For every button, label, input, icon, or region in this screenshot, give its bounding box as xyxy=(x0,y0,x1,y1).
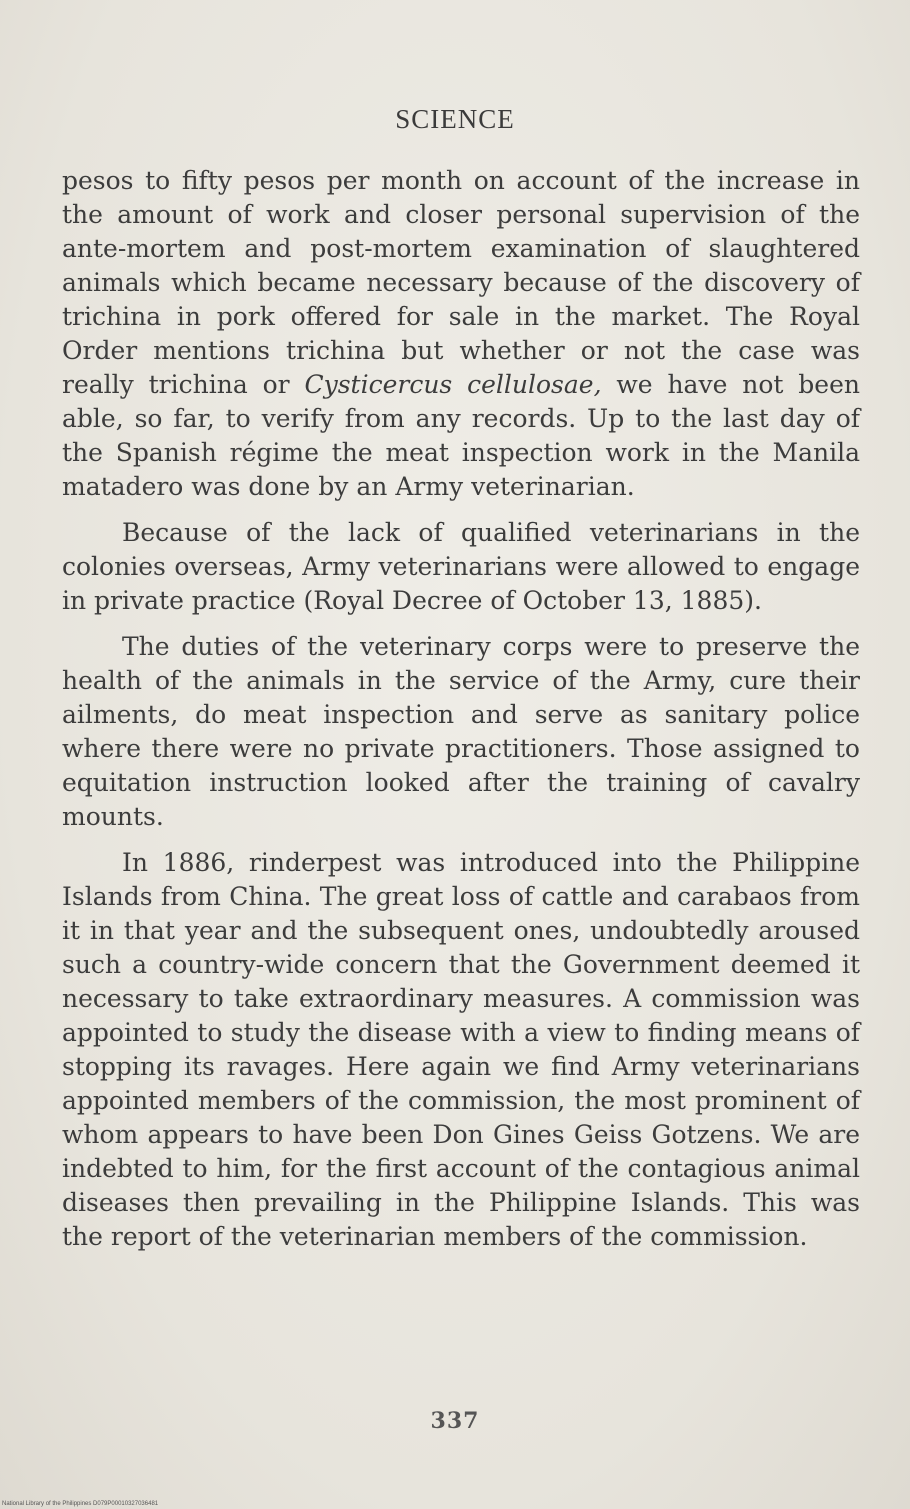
body-text xyxy=(62,164,860,1254)
page-number: 337 xyxy=(430,1408,480,1434)
source-note: National Library of the Philippines D079P00010327036481 xyxy=(2,1501,159,1507)
paragraph-4: In 1886, rinderpest was introduced into the Philippine Islands from China. The great loss of cattle and carabaos from it in that year and the subsequent ones, undoubtedly aroused such a country-wide concern that the Government deemed it necessary to take extraordinary measures. A commission was appointed to study the disease with a view to finding means of stopping its ravages. Here again we find Army veterinarians appointed members of the commission, the most prominent of whom appears to have been Don Gines Geiss Gotzens. We are indebted to him, for the first account of the contagious animal diseases then prevailing in the Philippine Islands. This was the report of the veterinarian members of the commission. xyxy=(62,848,860,1251)
paragraph-3: The duties of the veterinary corps were to preserve the health of the animals in the service of the Army, cure their ailments, do meat inspection and serve as sanitary police where there were no private practitioners. Those assigned to equitation instruction looked after the training of cavalry mounts. xyxy=(62,632,860,831)
paragraph-1 xyxy=(62,164,860,504)
paragraph-2: Because of the lack of qualified veterinarians in the colonies overseas, Army veterinarians were allowed to engage in private practice (Royal Decree of October 13, 1885). xyxy=(62,518,860,615)
paragraph-1-text-start: pesos to fifty pesos per month on account of the increase in the amount of work and closer personal supervision of the ante-mortem and post-mortem examination of slaughtered animals which became necessary because of the discovery of trichina in pork offered for sale in the market. The Royal Order mentions trichina but whether or not the case was really trichina or xyxy=(62,166,860,399)
paragraph-1-text-end: we have not been able, so far, to verify from any records. Up to the last day of the Spanish régime the meat inspection work in the Manila matadero was done by an Army veterinarian. xyxy=(62,370,860,501)
scientific-name: Cysticercus cellulosae, xyxy=(304,370,602,399)
running-header: SCIENCE xyxy=(395,104,515,134)
